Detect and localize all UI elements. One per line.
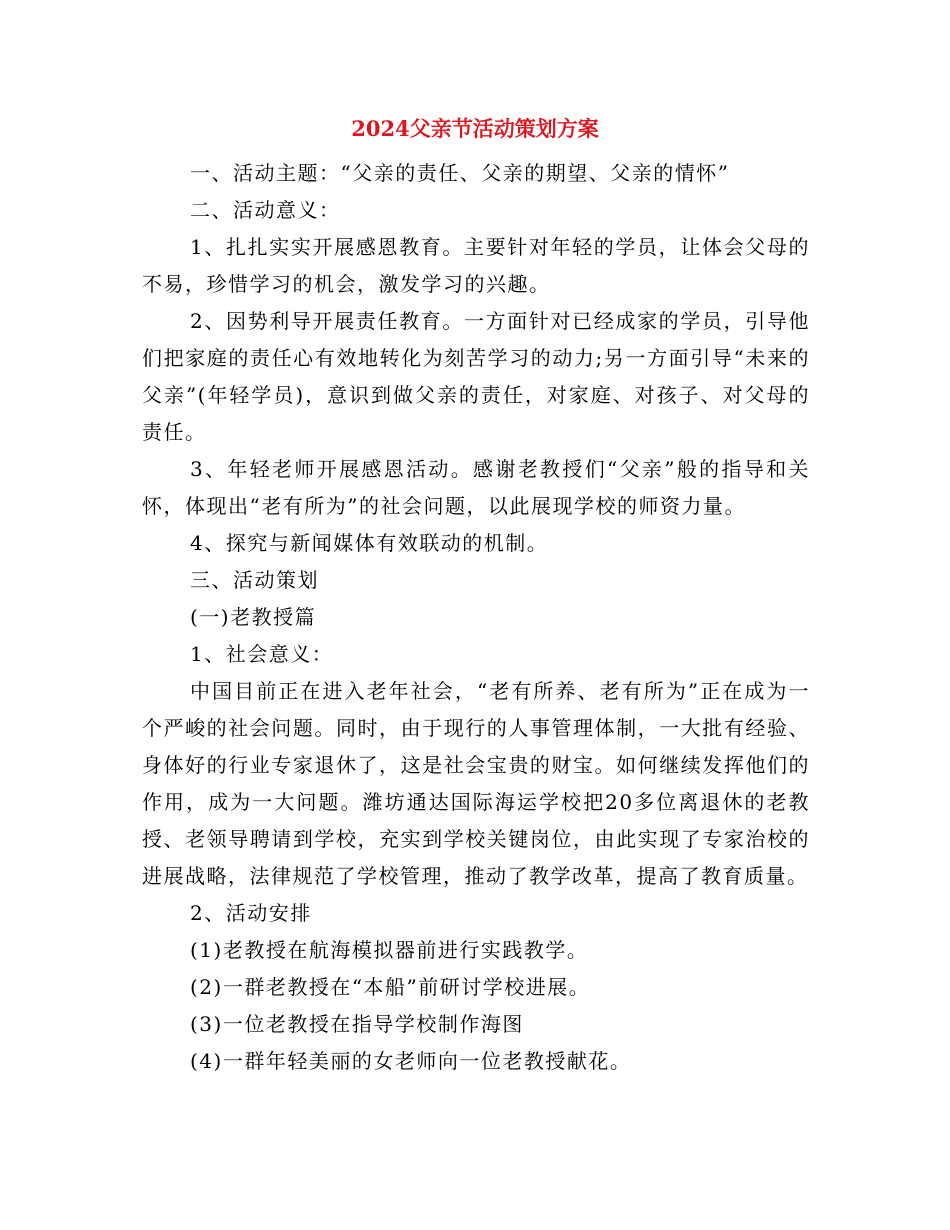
paragraph-media-mechanism: 4、探究与新闻媒体有效联动的机制。 [190,531,549,555]
paragraph-social-significance: 中国目前正在进入老年社会，“老有所养、老有所为”正在成为一个严峻的社会问题。同时，由于现行的人事管理体制，一大批有经验、身体好的行业专家退休了，这是社会宝贵的财宝。如何继续发挥他们的作用，成为一大问题。潍坊通达国际海运学校把20多位离退休的老教授、老领导聘请到学校，充实到学校关键岗位，由此实现了专家治校的进展战略，法律规范了学校管理，推动了教学改革，提高了教育质量。 [142,679,810,888]
list-item: (4)一群年轻美丽的女老师向一位老教授献花。 [190,1049,632,1073]
subsection-heading-professors: (一)老教授篇 [190,605,317,629]
section-heading-planning: 三、活动策划 [190,568,319,592]
document-body [142,155,810,1080]
paragraph-responsibility-education: 2、因势利导开展责任教育。一方面针对已经成家的学员，引导他们把家庭的责任心有效地转化为刻苦学习的动力;另一方面引导“未来的父亲”(年轻学员)，意识到做父亲的责任，对家庭、对孩子、对父母的责任。 [142,309,810,444]
item-heading-activity-arrangement: 2、活动安排 [190,901,312,925]
list-item: (1)老教授在航海模拟器前进行实践教学。 [190,938,589,962]
list-item: (3)一位老教授在指导学校制作海图 [190,1012,524,1036]
document-title: 2024父亲节活动策划方案 [351,116,599,141]
item-heading-social-significance: 1、社会意义： [190,642,334,666]
paragraph-young-teachers: 3、年轻老师开展感恩活动。感谢老教授们“父亲”般的指导和关怀，体现出“老有所为”的社会问题，以此展现学校的师资力量。 [142,457,810,518]
section-heading-theme: 一、活动主题：“父亲的责任、父亲的期望、父亲的情怀” [190,161,730,185]
list-item: (2)一群老教授在“本船”前研讨学校进展。 [190,975,591,999]
section-heading-significance: 二、活动意义： [190,198,341,222]
paragraph-gratitude-education: 1、扎扎实实开展感恩教育。主要针对年轻的学员，让体会父母的不易，珍惜学习的机会，激发学习的兴趣。 [142,235,810,296]
